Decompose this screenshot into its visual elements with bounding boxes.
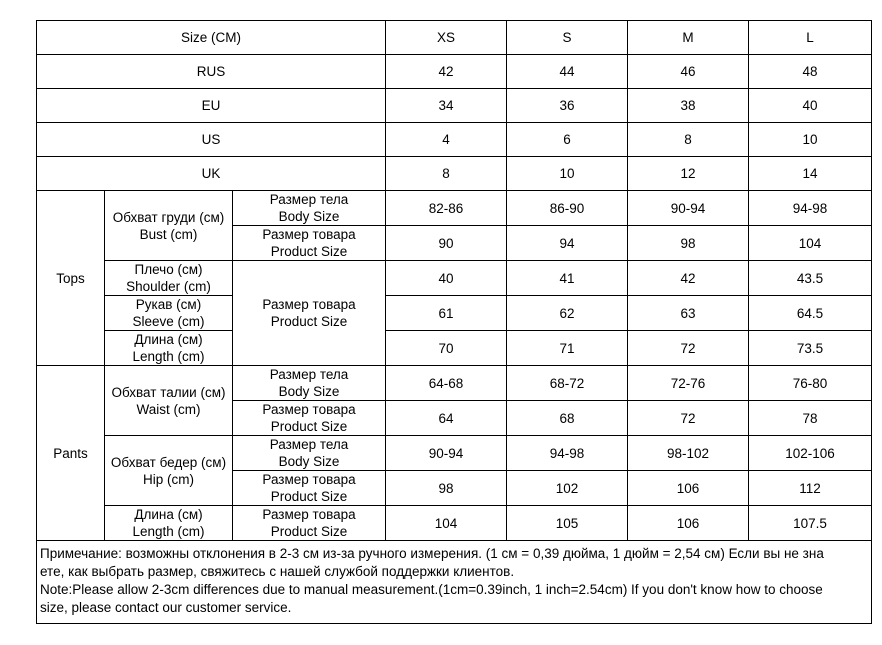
rus-value: 46 — [628, 55, 749, 89]
bust-body-value: 86-90 — [507, 191, 628, 226]
shoulder-value: 42 — [628, 261, 749, 296]
product-size-ru: Размер товара — [262, 227, 356, 242]
length-value: 73.5 — [749, 331, 872, 366]
length-name-en: Length (cm) — [132, 349, 205, 364]
bust-body-value: 94-98 — [749, 191, 872, 226]
shoulder-value: 40 — [386, 261, 507, 296]
hip-body-value: 94-98 — [507, 436, 628, 471]
product-size-label — [233, 471, 386, 506]
uk-row — [37, 157, 872, 191]
us-value: 8 — [628, 123, 749, 157]
us-label: US — [37, 123, 386, 157]
eu-row — [37, 89, 872, 123]
pants-length-value: 104 — [386, 506, 507, 541]
bust-product-value: 104 — [749, 226, 872, 261]
waist-name-ru: Обхват талии (см) — [111, 384, 226, 400]
bust-measure-label — [105, 191, 233, 261]
product-size-label — [233, 506, 386, 541]
pants-length-measure-label — [105, 506, 233, 541]
uk-label: UK — [37, 157, 386, 191]
note-ru-line: Примечание: возможны отклонения в 2-3 см из-за ручного измерения. (1 см = 0,39 дюйма, 1 дюйм = 2,54 см) Если вы не зна — [40, 546, 824, 561]
product-size-label — [233, 226, 386, 261]
us-value: 10 — [749, 123, 872, 157]
product-size-en: Product Size — [270, 419, 348, 434]
waist-measure-label — [105, 366, 233, 436]
hip-product-value: 106 — [628, 471, 749, 506]
size-s-header: S — [507, 21, 628, 55]
bust-name-en: Bust (cm) — [139, 226, 198, 242]
note-row — [37, 541, 872, 624]
sleeve-measure-label — [105, 296, 233, 331]
tops-bust-body-row — [37, 191, 872, 226]
hip-product-value: 102 — [507, 471, 628, 506]
length-measure-label — [105, 331, 233, 366]
shoulder-value: 43.5 — [749, 261, 872, 296]
bust-product-value: 98 — [628, 226, 749, 261]
hip-body-value: 90-94 — [386, 436, 507, 471]
hip-product-value: 112 — [749, 471, 872, 506]
body-size-en: Body Size — [278, 454, 340, 469]
waist-body-value: 72-76 — [628, 366, 749, 401]
sleeve-value: 61 — [386, 296, 507, 331]
eu-label: EU — [37, 89, 386, 123]
sleeve-value: 64.5 — [749, 296, 872, 331]
length-value: 71 — [507, 331, 628, 366]
shoulder-measure-label — [105, 261, 233, 296]
bust-product-value: 94 — [507, 226, 628, 261]
length-value: 72 — [628, 331, 749, 366]
hip-body-value: 102-106 — [749, 436, 872, 471]
length-name-ru: Длина (см) — [134, 507, 203, 522]
body-size-ru: Размер тела — [269, 192, 349, 207]
hip-name-en: Hip (cm) — [143, 471, 194, 487]
hip-measure-label — [105, 436, 233, 506]
pants-waist-body-row — [37, 366, 872, 401]
us-value: 4 — [386, 123, 507, 157]
bust-body-value: 90-94 — [628, 191, 749, 226]
product-size-ru: Размер товара — [262, 297, 356, 312]
shoulder-name-en: Shoulder (cm) — [126, 279, 211, 294]
waist-body-value: 64-68 — [386, 366, 507, 401]
shoulder-value: 41 — [507, 261, 628, 296]
rus-value: 42 — [386, 55, 507, 89]
sleeve-name-ru: Рукав (см) — [135, 297, 202, 312]
us-row — [37, 123, 872, 157]
tops-label: Tops — [37, 191, 105, 366]
waist-body-value: 76-80 — [749, 366, 872, 401]
hip-name-ru: Обхват бедер (см) — [110, 454, 227, 470]
uk-value: 8 — [386, 157, 507, 191]
length-name-en: Length (cm) — [132, 524, 205, 539]
tops-length-row — [37, 331, 872, 366]
size-table — [36, 20, 872, 624]
size-header-label: Size (CM) — [37, 21, 386, 55]
uk-value: 12 — [628, 157, 749, 191]
product-size-ru: Размер товара — [262, 472, 356, 487]
length-value: 70 — [386, 331, 507, 366]
body-size-label — [233, 436, 386, 471]
note-en-line: size, please contact our customer service. — [40, 600, 292, 615]
product-size-en: Product Size — [270, 524, 348, 539]
body-size-ru: Размер тела — [269, 367, 349, 382]
product-size-ru: Размер товара — [262, 507, 356, 522]
shoulder-name-ru: Плечо (см) — [134, 262, 203, 277]
size-l-header: L — [749, 21, 872, 55]
sleeve-name-en: Sleeve (cm) — [132, 314, 205, 329]
us-value: 6 — [507, 123, 628, 157]
bust-name-ru: Обхват груди (см) — [112, 209, 225, 225]
body-size-label — [233, 191, 386, 226]
pants-length-row — [37, 506, 872, 541]
uk-value: 14 — [749, 157, 872, 191]
note-ru-line: ете, как выбрать размер, свяжитесь с нашей службой поддержки клиентов. — [40, 564, 515, 579]
product-size-en: Product Size — [270, 314, 348, 329]
sleeve-value: 62 — [507, 296, 628, 331]
bust-body-value: 82-86 — [386, 191, 507, 226]
waist-product-value: 64 — [386, 401, 507, 436]
pants-length-value: 107.5 — [749, 506, 872, 541]
rus-value: 48 — [749, 55, 872, 89]
product-size-label — [233, 401, 386, 436]
length-name-ru: Длина (см) — [134, 332, 203, 347]
sleeve-value: 63 — [628, 296, 749, 331]
pants-label: Pants — [37, 366, 105, 541]
size-xs-header: XS — [386, 21, 507, 55]
rus-value: 44 — [507, 55, 628, 89]
waist-body-value: 68-72 — [507, 366, 628, 401]
rus-row — [37, 55, 872, 89]
body-size-en: Body Size — [278, 384, 340, 399]
waist-name-en: Waist (cm) — [136, 401, 201, 417]
rus-label: RUS — [37, 55, 386, 89]
tops-sleeve-row — [37, 296, 872, 331]
measurement-note — [37, 541, 872, 624]
eu-value: 36 — [507, 89, 628, 123]
waist-product-value: 78 — [749, 401, 872, 436]
waist-product-value: 72 — [628, 401, 749, 436]
hip-product-value: 98 — [386, 471, 507, 506]
body-size-ru: Размер тела — [269, 437, 349, 452]
bust-product-value: 90 — [386, 226, 507, 261]
waist-product-value: 68 — [507, 401, 628, 436]
header-row — [37, 21, 872, 55]
note-en-line: Note:Please allow 2-3cm differences due to manual measurement.(1cm=0.39inch, 1 inch=2.54cm) If you don't know how to choose — [40, 582, 823, 597]
pants-length-value: 106 — [628, 506, 749, 541]
product-size-en: Product Size — [270, 489, 348, 504]
product-size-ru: Размер товара — [262, 402, 356, 417]
eu-value: 38 — [628, 89, 749, 123]
body-size-en: Body Size — [278, 209, 340, 224]
body-size-label — [233, 366, 386, 401]
eu-value: 40 — [749, 89, 872, 123]
product-size-group-label — [233, 261, 386, 366]
tops-shoulder-row — [37, 261, 872, 296]
pants-hip-body-row — [37, 436, 872, 471]
uk-value: 10 — [507, 157, 628, 191]
size-chart — [36, 20, 871, 624]
eu-value: 34 — [386, 89, 507, 123]
pants-length-value: 105 — [507, 506, 628, 541]
hip-body-value: 98-102 — [628, 436, 749, 471]
size-m-header: M — [628, 21, 749, 55]
product-size-en: Product Size — [270, 244, 348, 259]
